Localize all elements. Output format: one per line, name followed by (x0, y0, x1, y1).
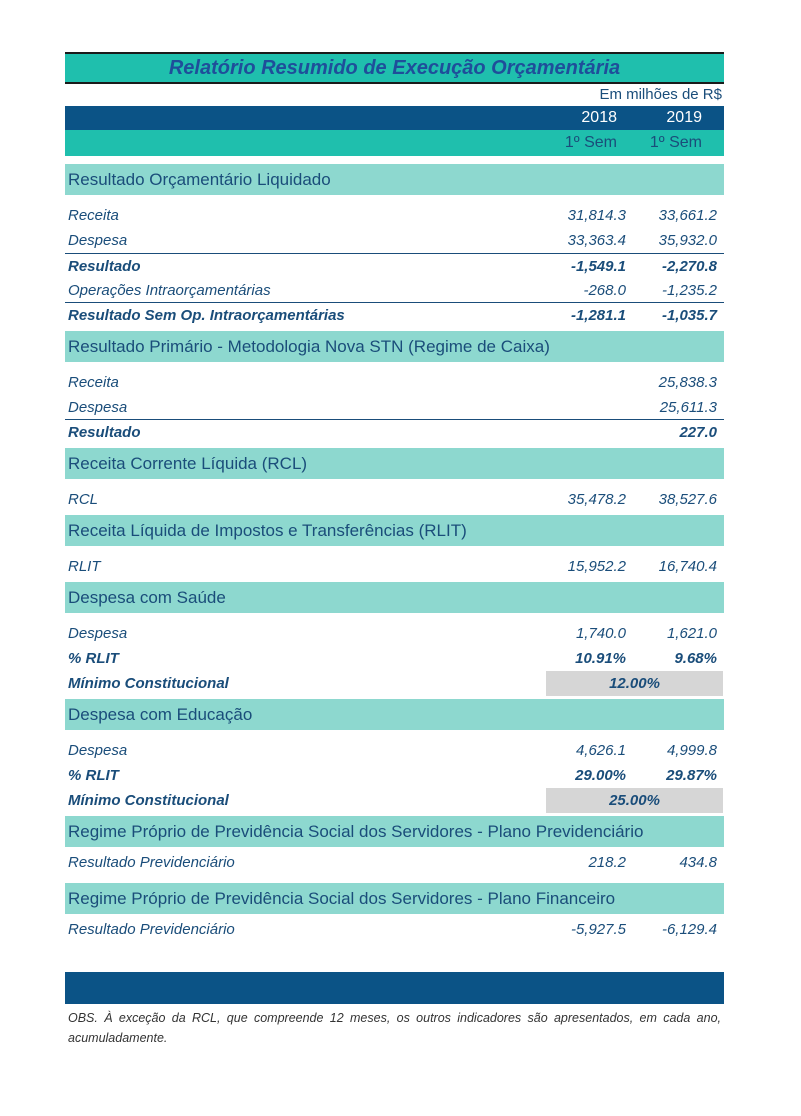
table-row: Despesa 33,363.4 35,932.0 (68, 232, 717, 249)
table-row: RLIT 15,952.2 16,740.4 (68, 558, 717, 575)
table-row: % RLIT 10.91% 9.68% (68, 650, 717, 667)
units-label: Em milhões de R$ (599, 86, 722, 103)
table-row: % RLIT 29.00% 29.87% (68, 767, 717, 784)
minimum-box: 25.00% (546, 788, 723, 813)
section-educacao: Despesa com Educação (65, 699, 724, 730)
semester-header (65, 130, 724, 156)
year-2018: 2018 (581, 109, 617, 126)
table-row: Resultado Previdenciário 218.2 434.8 (68, 854, 717, 871)
section-primario: Resultado Primário - Metodologia Nova STN (Regime de Caixa) (65, 331, 724, 362)
section-rlit: Receita Líquida de Impostos e Transferências (RLIT) (65, 515, 724, 546)
footer-bar (65, 972, 724, 1004)
report-sheet (65, 52, 724, 1048)
section-rpps-financeiro: Regime Próprio de Previdência Social dos Servidores - Plano Financeiro (65, 883, 724, 914)
section-saude: Despesa com Saúde (65, 582, 724, 613)
footnote: OBS. À exceção da RCL, que compreende 12 meses, os outros indicadores são apresentados, em cada ano, acumuladamente. (68, 1011, 721, 1045)
table-row: Resultado Sem Op. Intraorçamentárias -1,281.1 -1,035.7 (68, 307, 717, 324)
table-row: Mínimo Constitucional 12.00% (65, 671, 724, 696)
table-row: Resultado 227.0 (68, 424, 717, 441)
table-row: Receita 31,814.3 33,661.2 (68, 207, 717, 224)
section-rcl: Receita Corrente Líquida (RCL) (65, 448, 724, 479)
year-2019: 2019 (666, 109, 702, 126)
table-row: Despesa 25,611.3 (65, 395, 724, 420)
section-rpps-previdenciario: Regime Próprio de Previdência Social dos Servidores - Plano Previdenciário (65, 816, 724, 847)
table-row: Resultado -1,549.1 -2,270.8 (65, 253, 724, 278)
report-title: Relatório Resumido de Execução Orçamentária (65, 52, 724, 84)
table-row: Operações Intraorçamentárias -268.0 -1,235.2 (65, 278, 724, 303)
table-row: Resultado Previdenciário -5,927.5 -6,129.4 (68, 921, 717, 938)
table-row: Receita 25,838.3 (68, 374, 717, 391)
section-orcamentario: Resultado Orçamentário Liquidado (65, 164, 724, 195)
semester-col1: 1º Sem (564, 134, 617, 151)
table-row: RCL 35,478.2 38,527.6 (68, 491, 717, 508)
table-row: Mínimo Constitucional 25.00% (65, 788, 724, 813)
table-row: Despesa 1,740.0 1,621.0 (68, 625, 717, 642)
year-header (65, 106, 724, 130)
semester-col2: 1º Sem (649, 134, 702, 151)
table-row: Despesa 4,626.1 4,999.8 (68, 742, 717, 759)
minimum-box: 12.00% (546, 671, 723, 696)
